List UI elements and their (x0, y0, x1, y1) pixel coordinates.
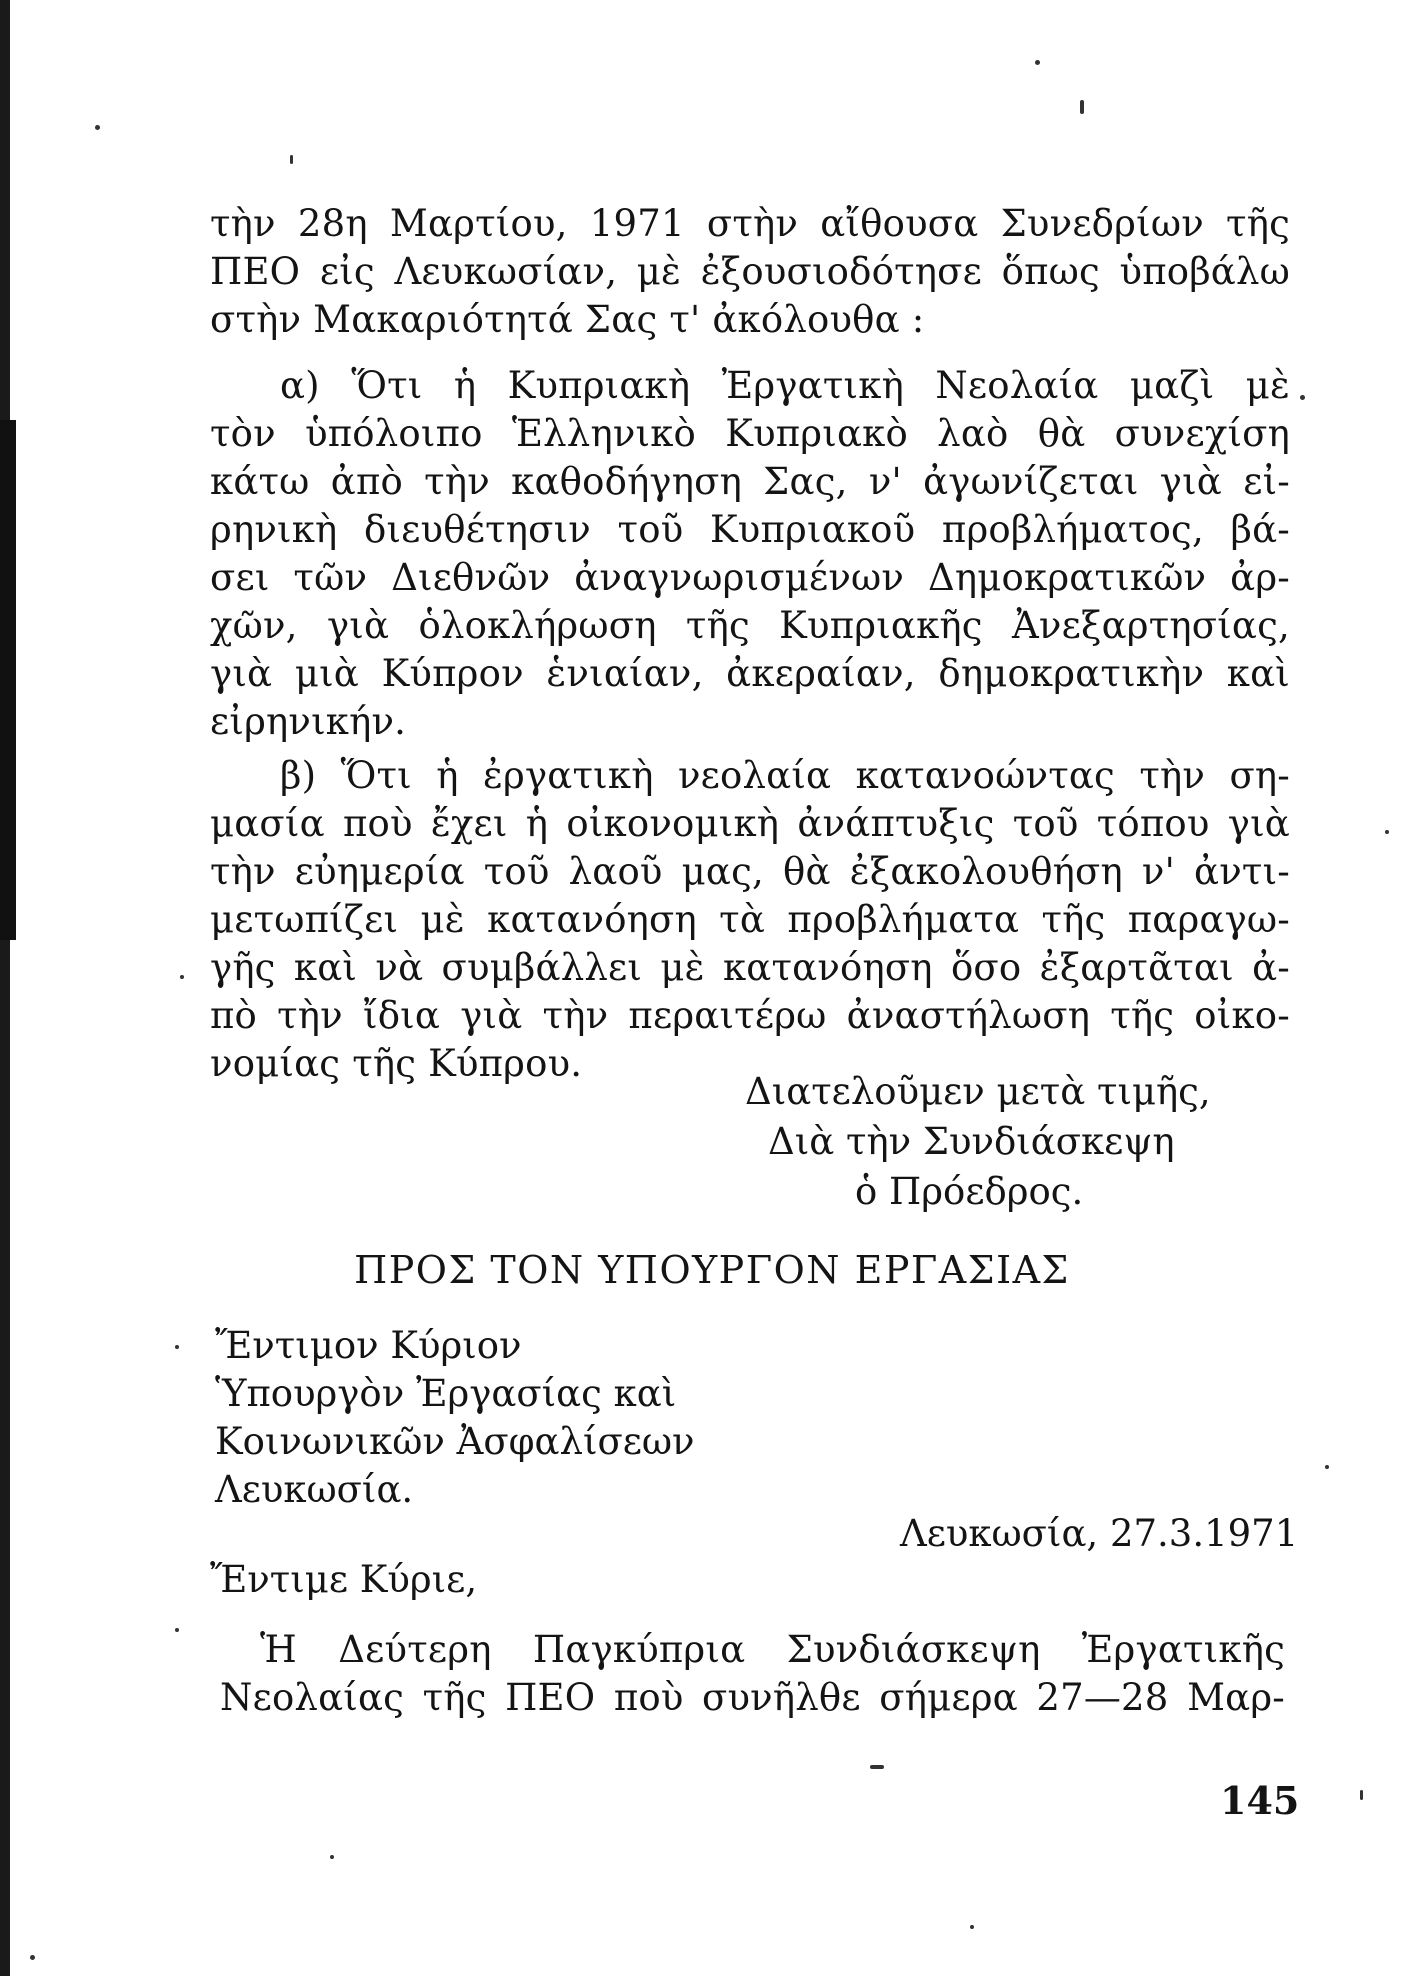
address-block (215, 1322, 695, 1514)
text-line: Ἡ Δεύτερη Παγκύπρια Συνδιάσκεψη Ἐργατικῆς (260, 1628, 1285, 1671)
section-heading: ΠΡΟΣ ΤΟΝ ΥΠΟΥΡΓΟΝ ΕΡΓΑΣΙΑΣ (354, 1248, 1070, 1292)
closing-line: Διατελοῦμεν μετὰ τιμῆς, (745, 1070, 1211, 1113)
salutation: Ἔντιμε Κύριε, (210, 1558, 478, 1601)
text-line: α) Ὅτι ἡ Κυπριακὴ Ἐργατικὴ Νεολαία μαζὶ μὲ (280, 364, 1290, 407)
text-line: χῶν, γιὰ ὁλοκλήρωση τῆς Κυπριακῆς Ἀνεξαρτησίας, (210, 604, 1290, 647)
text-line: στὴν Μακαριότητά Σας τ' ἀκόλουθα : (210, 298, 925, 341)
scan-speck (330, 1855, 334, 1859)
text-line: τὴν εὐημερία τοῦ λαοῦ μας, θὰ ἐξακολουθήση ν' ἀντι- (210, 850, 1290, 893)
text-line: β) Ὅτι ἡ ἐργατικὴ νεολαία κατανοώντας τὴν ση- (280, 754, 1290, 797)
scan-speck (1360, 1790, 1363, 1800)
page-number: 145 (1220, 1778, 1300, 1823)
address-line: Λευκωσία. (215, 1468, 414, 1511)
scan-speck (95, 125, 100, 130)
scan-speck (970, 1925, 974, 1929)
scan-speck (1325, 1465, 1329, 1469)
scan-speck (870, 1765, 884, 1769)
scan-speck (175, 1345, 179, 1349)
text-line: Νεολαίας τῆς ΠΕΟ ποὺ συνῆλθε σήμερα 27—28 Μαρ- (220, 1676, 1285, 1719)
scan-speck (1300, 395, 1305, 400)
text-line: τὴν 28η Μαρτίου, 1971 στὴν αἴθουσα Συνεδρίων τῆς (210, 202, 1290, 245)
closing-signature: ὁ Πρόεδρος. (855, 1170, 1084, 1213)
text-line: εἰρηνικήν. (210, 700, 407, 743)
scan-speck (180, 975, 184, 979)
text-line: σει τῶν Διεθνῶν ἀναγνωρισμένων Δημοκρατικῶν ἀρ- (210, 556, 1290, 599)
scan-speck (1385, 830, 1389, 834)
scan-speck (1035, 60, 1040, 65)
scan-speck (175, 1628, 179, 1632)
text-line: πὸ τὴν ἴδια γιὰ τὴν περαιτέρω ἀναστήλωση τῆς οἰκο- (210, 994, 1290, 1037)
paragraph-intro (210, 200, 1290, 344)
paragraph-a (210, 362, 1290, 746)
text-line: ΠΕΟ εἰς Λευκωσίαν, μὲ ἐξουσιοδότησε ὅπως ὑποβάλω (210, 250, 1290, 293)
scan-speck (290, 155, 293, 164)
address-line: Ὑπουργὸν Ἐργασίας καὶ (215, 1372, 677, 1415)
paragraph-letter (220, 1626, 1285, 1722)
scan-speck (1080, 100, 1084, 114)
letter-date: Λευκωσία, 27.3.1971 (900, 1512, 1299, 1555)
address-line: Κοινωνικῶν Ἀσφαλίσεων (215, 1420, 695, 1463)
text-line: γῆς καὶ νὰ συμβάλλει μὲ κατανόηση ὅσο ἐξαρτᾶται ἀ- (210, 946, 1290, 989)
paragraph-b (210, 752, 1290, 1088)
scan-page-edge (0, 0, 10, 1976)
text-line: ρηνικὴ διευθέτησιν τοῦ Κυπριακοῦ προβλήματος, βά- (210, 508, 1290, 551)
text-line: μετωπίζει μὲ κατανόηση τὰ προβλήματα τῆς παραγω- (210, 898, 1290, 941)
scan-speck (30, 1955, 35, 1960)
text-line: τὸν ὑπόλοιπο Ἑλληνικὸ Κυπριακὸ λαὸ θὰ συνεχίση (210, 412, 1290, 455)
scan-edge-blot (0, 420, 16, 940)
text-line: νομίας τῆς Κύπρου. (210, 1042, 583, 1085)
text-line: κάτω ἀπὸ τὴν καθοδήγηση Σας, ν' ἀγωνίζεται γιὰ εἰ- (210, 460, 1290, 503)
closing-line: Διὰ τὴν Συνδιάσκεψη (768, 1120, 1175, 1163)
text-line: γιὰ μιὰ Κύπρον ἑνιαίαν, ἀκεραίαν, δημοκρατικὴν καὶ (210, 652, 1290, 695)
text-line: μασία ποὺ ἔχει ἡ οἰκονομικὴ ἀνάπτυξις τοῦ τόπου γιὰ (210, 802, 1290, 845)
address-line: Ἔντιμον Κύριον (215, 1324, 522, 1367)
